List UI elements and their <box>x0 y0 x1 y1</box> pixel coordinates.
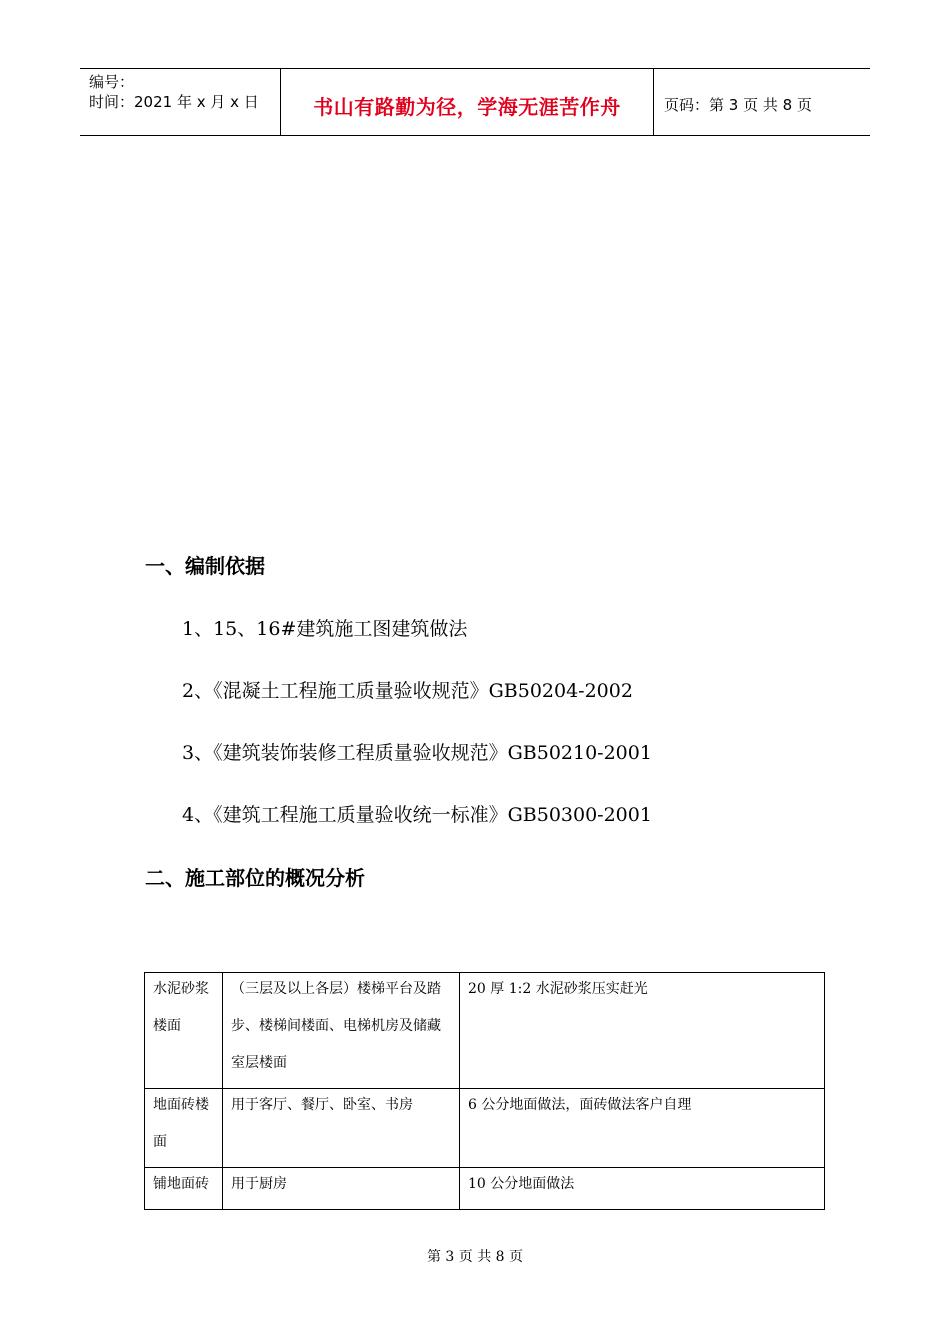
table-cell-method: 6 公分地面做法，面砖做法客户自理 <box>460 1089 825 1168</box>
table-cell-name: 铺地面砖 <box>145 1168 223 1210</box>
basis-item-1: 1、15、16#建筑施工图建筑做法 <box>182 618 468 640</box>
page-footer: 第 3 页 共 8 页 <box>426 1249 524 1265</box>
header-center-cell <box>281 69 654 135</box>
table-cell-method: 20 厚 1:2 水泥砂浆压实赶光 <box>460 973 825 1089</box>
header-left-cell <box>80 69 281 135</box>
table-cell-name: 水泥砂浆楼面 <box>145 973 223 1089</box>
basis-item-4: 4、《建筑工程施工质量验收统一标准》GB50300-2001 <box>182 804 652 826</box>
table-row <box>145 1089 825 1168</box>
table-row <box>145 1168 825 1210</box>
header-right-cell <box>654 69 870 135</box>
construction-spec-table <box>144 972 825 1210</box>
table-row <box>145 973 825 1089</box>
table-cell-method: 10 公分地面做法 <box>460 1168 825 1210</box>
section-heading-analysis: 二、施工部位的概况分析 <box>145 866 365 890</box>
section-heading-basis: 一、编制依据 <box>145 554 265 578</box>
document-number-label: 编号： <box>89 73 135 91</box>
table-cell-name: 地面砖楼面 <box>145 1089 223 1168</box>
table-cell-scope: （三层及以上各层）楼梯平台及踏步、楼梯间楼面、电梯机房及储藏室层楼面 <box>223 973 460 1089</box>
table-cell-scope: 用于厨房 <box>223 1168 460 1210</box>
header-page-info: 页码：第 3 页 共 8 页 <box>664 96 812 114</box>
table-cell-scope: 用于客厅、餐厅、卧室、书房 <box>223 1089 460 1168</box>
basis-item-2: 2、《混凝土工程施工质量验收规范》GB50204-2002 <box>182 680 633 702</box>
document-date: 时间：2021 年 x 月 x 日 <box>89 93 259 111</box>
header-motto: 书山有路勤为径，学海无涯苦作舟 <box>313 95 621 119</box>
basis-item-3: 3、《建筑装饰装修工程质量验收规范》GB50210-2001 <box>182 742 652 764</box>
page-header <box>80 68 870 136</box>
